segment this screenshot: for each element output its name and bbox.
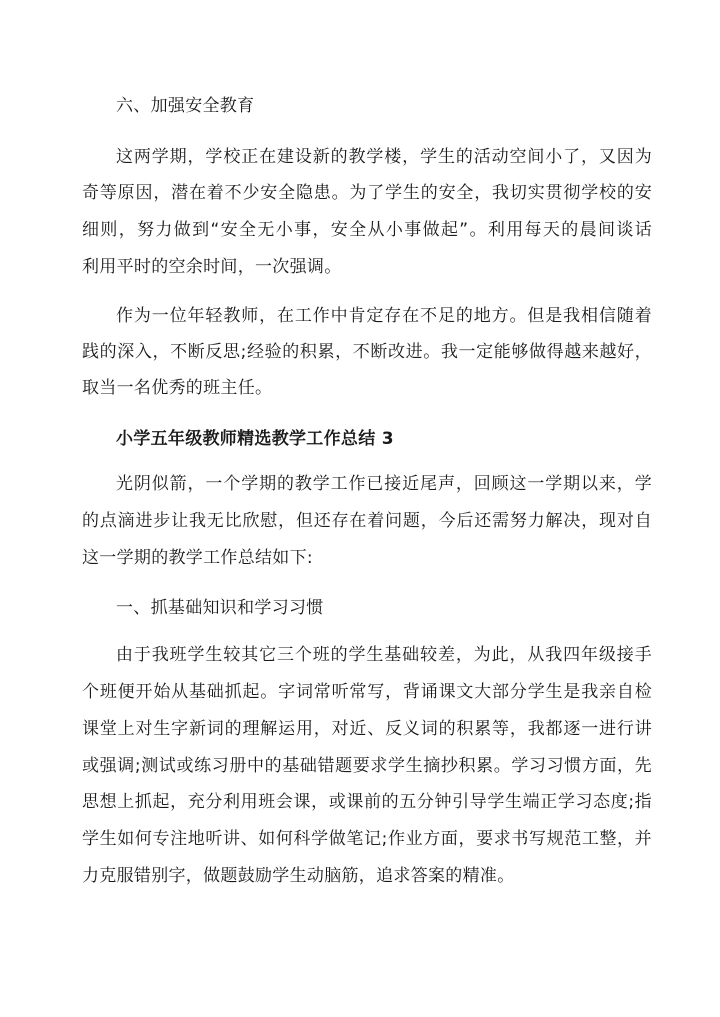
paragraph-line: 践的深入，不断反思;经验的积累，不断改进。我一定能够做得越来越好， (82, 342, 652, 362)
paragraph-line: 或强调;测试或练习册中的基础错题要求学生摘抄积累。学习习惯方面，先 (82, 756, 652, 776)
paragraph-line: 这一学期的教学工作总结如下: (82, 548, 313, 568)
paragraph-line: 思想上抓起，充分利用班会课，或课前的五分钟引导学生端正学习态度;指 (82, 792, 652, 812)
paragraph-line: 光阴似箭，一个学期的教学工作已接近尾声，回顾这一学期以来，学 (116, 474, 652, 494)
paragraph-line: 这两学期，学校正在建设新的教学楼，学生的活动空间小了，又因为 (116, 147, 652, 167)
paragraph-line: 细则，努力做到“安全无小事，安全从小事做起”。利用每天的晨间谈话 (82, 220, 652, 240)
paragraph-line: 由于我班学生较其它三个班的学生基础较差，为此，从我四年级接手 (116, 645, 652, 665)
paragraph-line: 奇等原因，潜在着不少安全隐患。为了学生的安全，我切实贯彻学校的安 (82, 183, 652, 203)
paragraph-line: 利用平时的空余时间，一次强调。 (82, 257, 342, 277)
paragraph-line: 的点滴进步让我无比欣慰，但还存在着问题，今后还需努力解决，现对自 (82, 511, 652, 531)
paragraph-line: 力克服错别字，做题鼓励学生动脑筋，追求答案的精准。 (82, 866, 515, 886)
paragraph-line: 取当一名优秀的班主任。 (82, 378, 273, 398)
section-heading: 一、抓基础知识和学习习惯 (116, 598, 324, 618)
paragraph-line: 学生如何专注地听讲、如何科学做笔记;作业方面，要求书写规范工整，并 (82, 829, 652, 849)
section-heading: 六、加强安全教育 (116, 96, 255, 116)
paragraph-line: 个班便开始从基础抓起。字词常听常写，背诵课文大部分学生是我亲自检 (82, 682, 652, 702)
paragraph-line: 课堂上对生字新词的理解运用，对近、反义词的积累等，我都逐一进行讲 (82, 719, 652, 739)
paragraph-line: 作为一位年轻教师，在工作中肯定存在不足的地方。但是我相信随着 (116, 306, 652, 326)
summary-title: 小学五年级教师精选教学工作总结 3 (116, 429, 394, 449)
